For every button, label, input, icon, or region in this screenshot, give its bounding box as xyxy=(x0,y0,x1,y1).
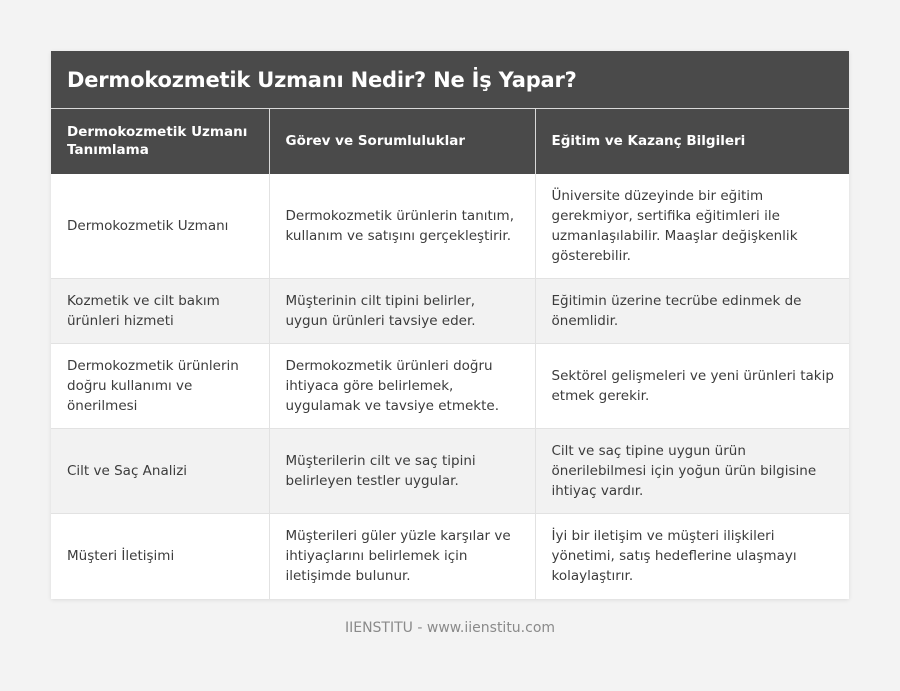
cell-definition: Müşteri İletişimi xyxy=(51,514,269,599)
cell-duties: Dermokozmetik ürünleri doğru ihtiyaca göre belirlemek, uygulamak ve tavsiye etmekte. xyxy=(269,344,535,429)
cell-definition: Kozmetik ve cilt bakım ürünleri hizmeti xyxy=(51,279,269,344)
table-row xyxy=(51,429,849,514)
header-row xyxy=(51,109,849,174)
table-row xyxy=(51,279,849,344)
cell-education-income: Üniversite düzeyinde bir eğitim gerekmiyor, sertifika eğitimleri ile uzmanlaşılabilir. Maaşlar değişkenlik gösterebilir. xyxy=(535,174,849,279)
table-header xyxy=(51,109,849,174)
info-table-card xyxy=(51,51,849,599)
cell-duties: Dermokozmetik ürünlerin tanıtım, kullanım ve satışını gerçekleştirir. xyxy=(269,174,535,279)
column-header-definition: Dermokozmetik Uzmanı Tanımlama xyxy=(51,109,269,174)
cell-duties: Müşterileri güler yüzle karşılar ve ihtiyaçlarını belirlemek için iletişimde bulunur. xyxy=(269,514,535,599)
table-body xyxy=(51,174,849,599)
cell-definition: Cilt ve Saç Analizi xyxy=(51,429,269,514)
cell-duties: Müşterilerin cilt ve saç tipini belirleyen testler uygular. xyxy=(269,429,535,514)
table-row xyxy=(51,344,849,429)
table-row xyxy=(51,514,849,599)
cell-education-income: Cilt ve saç tipine uygun ürün önerilebilmesi için yoğun ürün bilgisine ihtiyaç vardır. xyxy=(535,429,849,514)
cell-definition: Dermokozmetik Uzmanı xyxy=(51,174,269,279)
cell-education-income: İyi bir iletişim ve müşteri ilişkileri yönetimi, satış hedeflerine ulaşmayı kolaylaştırır. xyxy=(551,528,797,585)
column-header-duties: Görev ve Sorumluluklar xyxy=(269,109,535,174)
column-header-education-income: Eğitim ve Kazanç Bilgileri xyxy=(535,109,849,174)
cell-education-income: Sektörel gelişmeleri ve yeni ürünleri takip etmek gerekir. xyxy=(535,344,849,429)
cell-definition: Dermokozmetik ürünlerin doğru kullanımı ve önerilmesi xyxy=(51,344,269,429)
info-table xyxy=(51,108,849,599)
footer-credit: IIENSTITU - www.iienstitu.com xyxy=(344,620,556,636)
cell-education-income: Eğitimin üzerine tecrübe edinmek de önemlidir. xyxy=(535,279,849,344)
cell-duties: Müşterinin cilt tipini belirler, uygun ürünleri tavsiye eder. xyxy=(269,279,535,344)
table-row xyxy=(51,174,849,279)
table-title: Dermokozmetik Uzmanı Nedir? Ne İş Yapar? xyxy=(51,51,849,108)
